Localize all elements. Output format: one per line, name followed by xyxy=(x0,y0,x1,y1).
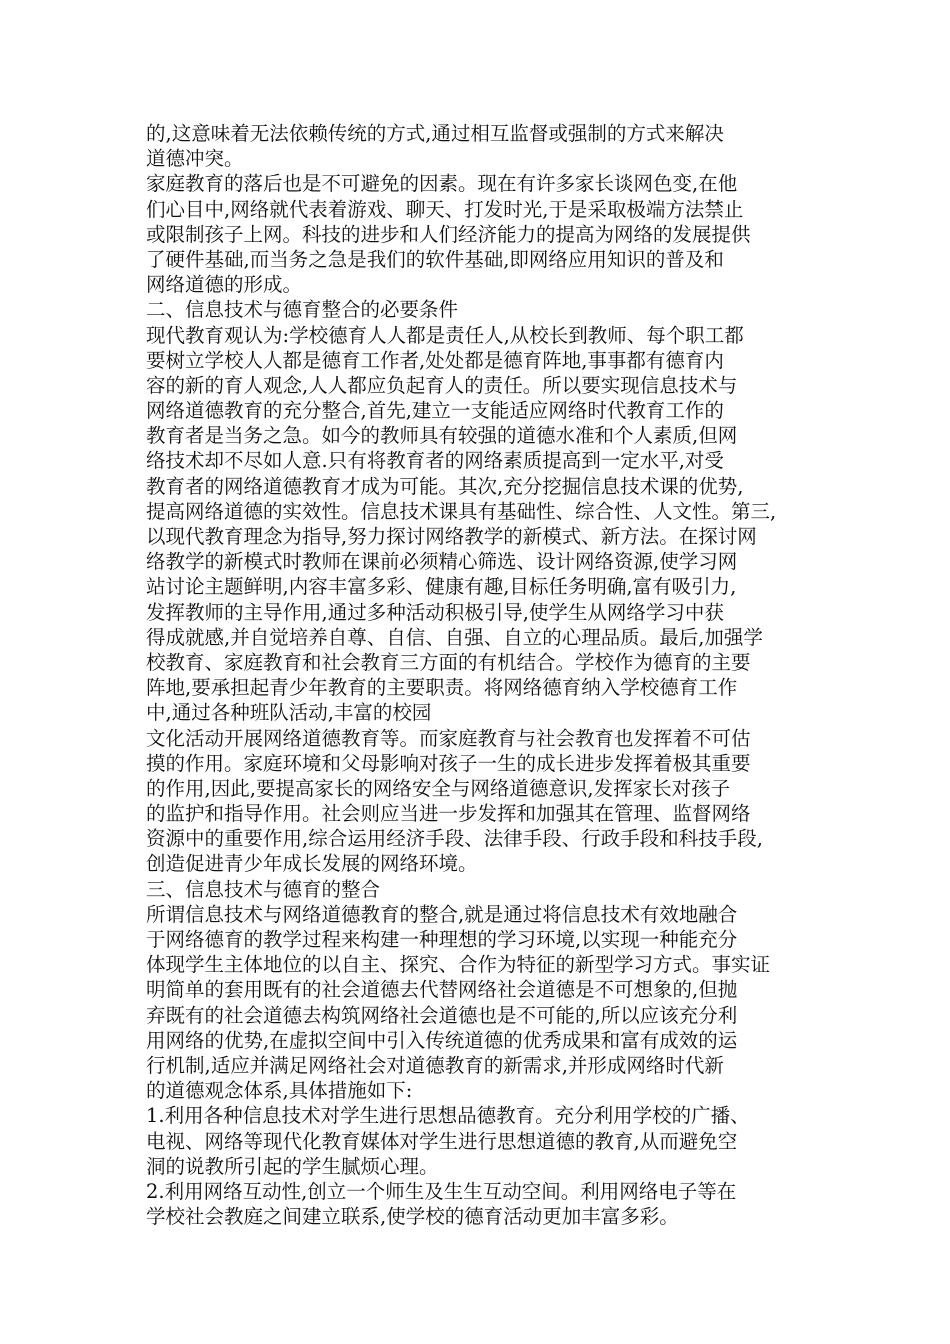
text-line: 络教学的新模式时教师在课前必须精心筛选、设计网络资源,使学习网 xyxy=(146,550,738,574)
text-line: 学校社会教庭之间建立联系,使学校的德育活动更加丰富多彩。 xyxy=(146,1205,679,1229)
text-line: 阵地,要承担起青少年教育的主要职责。将网络德育纳入学校德育工作 xyxy=(146,676,738,700)
text-line: 所谓信息技术与网络道德教育的整合,就是通过将信息技术有效地融合 xyxy=(146,902,738,926)
text-line: 中,通过各种班队活动,丰富的校园 xyxy=(146,701,432,725)
text-line: 三、信息技术与德育的整合 xyxy=(146,877,381,901)
text-line: 电视、网络等现代化教育媒体对学生进行思想道德的教育,从而避免空 xyxy=(146,1129,738,1153)
text-line: 资源中的重要作用,综合运用经济手段、法律手段、行政手段和科技手段, xyxy=(146,827,763,851)
text-line: 创造促进青少年成长发展的网络环境。 xyxy=(146,852,478,876)
text-line: 家庭教育的落后也是不可避免的因素。现在有许多家长谈网色变,在他 xyxy=(146,172,738,196)
text-line: 1.利用各种信息技术对学生进行思想品德教育。充分利用学校的广播、 xyxy=(146,1104,750,1128)
text-line: 2.利用网络互动性,创立一个师生及生生互动空间。利用网络电子等在 xyxy=(146,1179,737,1203)
text-line: 的,这意味着无法依赖传统的方式,通过相互监督或强制的方式来解决 xyxy=(146,122,724,145)
text-line: 网络道德教育的充分整合,首先,建立一支能适应网络时代教育工作的 xyxy=(146,399,724,423)
text-line: 摸的作用。家庭环境和父母影响对孩子一生的成长进步发挥着极其重要 xyxy=(146,751,751,775)
text-line: 洞的说教所引起的学生腻烦心理。 xyxy=(146,1154,439,1178)
text-line: 的道德观念体系,具体措施如下: xyxy=(146,1079,413,1103)
text-line: 提高网络道德的实效性。信息技术课具有基础性、综合性、人文性。第三, xyxy=(146,499,777,523)
text-line: 行机制,适应并满足网络社会对道德教育的新需求,并形成网络时代新 xyxy=(146,1053,724,1077)
text-line: 明简单的套用既有的社会道德去代替网络社会道德是不可想象的,但抛 xyxy=(146,978,738,1002)
text-line: 体现学生主体地位的以自主、探究、合作为特征的新型学习方式。事实证 xyxy=(146,953,771,977)
text-line: 了硬件基础,而当务之急是我们的软件基础,即网络应用知识的普及和 xyxy=(146,247,724,271)
text-line: 的作用,因此,要提高家长的网络安全与网络道德意识,发挥家长对孩子 xyxy=(146,776,731,800)
text-line: 于网络德育的教学过程来构建一种理想的学习环境,以实现一种能充分 xyxy=(146,928,738,951)
text-line: 络技术却不尽如人意.只有将教育者的网络素质提高到一定水平,对受 xyxy=(146,449,724,473)
text-line: 以现代教育理念为指导,努力探讨网络教学的新模式、新方法。在探讨网 xyxy=(146,525,757,548)
text-line: 站讨论主题鲜明,内容丰富多彩、健康有趣,目标任务明确,富有吸引力, xyxy=(146,575,737,599)
text-line: 要树立学校人人都是德育工作者,处处都是德育阵地,事事都有德育内 xyxy=(146,348,724,372)
text-line: 用网络的优势,在虚拟空间中引入传统道德的优秀成果和富有成效的运 xyxy=(146,1028,738,1052)
text-line: 现代教育观认为:学校德育人人都是责任人,从校长到教师、每个职工都 xyxy=(146,323,744,347)
text-line: 网络道德的形成。 xyxy=(146,273,303,297)
text-line: 道德冲突。 xyxy=(146,147,244,171)
text-line: 校教育、家庭教育和社会教育三方面的有机结合。学校作为德育的主要 xyxy=(146,650,751,674)
text-line: 发挥教师的主导作用,通过多种活动积极引导,使学生从网络学习中获 xyxy=(146,600,724,624)
text-line: 文化活动开展网络道德教育等。而家庭教育与社会教育也发挥着不可估 xyxy=(146,726,751,750)
text-line: 弃既有的社会道德去构筑网络社会道德也是不可能的,所以应该充分利 xyxy=(146,1003,738,1027)
document-body xyxy=(146,121,816,1229)
text-line: 教育者的网络道德教育才成为可能。其次,充分挖掘信息技术课的优势, xyxy=(146,474,744,498)
text-line: 得成就感,并自觉培养自尊、自信、自强、自立的心理品质。最后,加强学 xyxy=(146,625,763,649)
text-line: 教育者是当务之急。如今的教师具有较强的道德水准和个人素质,但网 xyxy=(146,424,738,448)
text-line: 的监护和指导作用。社会则应当进一步发挥和加强其在管理、监督网络 xyxy=(146,802,751,826)
text-line: 二、信息技术与德育整合的必要条件 xyxy=(146,298,459,322)
text-line: 或限制孩子上网。科技的进步和人们经济能力的提高为网络的发展提供 xyxy=(146,222,751,246)
text-line: 们心目中,网络就代表着游戏、聊天、打发时光,于是采取极端方法禁止 xyxy=(146,197,744,221)
text-line: 容的新的育人观念,人人都应负起育人的责任。所以要实现信息技术与 xyxy=(146,373,738,397)
